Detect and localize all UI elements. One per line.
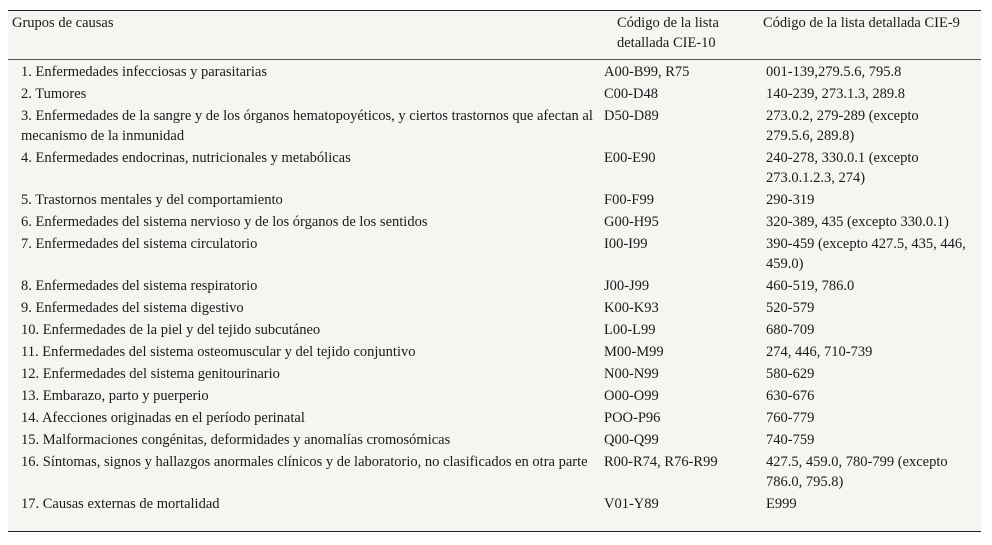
cause-groups-table [8,11,981,514]
cie10-code-cell: POO-P96 [604,410,661,426]
table-row [8,60,981,83]
cie9-code-cell: 760-779 [766,410,815,426]
cie10-code-cell: J00-J99 [604,278,650,294]
table-row [8,428,981,450]
cie9-code-cell: 580-629 [766,366,815,382]
cie9-code-cell: 290-319 [766,192,815,208]
cause-group-cell: 3. Enfermedades de la sangre y de los órganos hematopoyéticos, y ciertos trastornos que afectan al mecanismo de la inmunidad [21,108,593,144]
cause-group-cell: 2. Tumores [21,86,87,102]
cie9-code-cell: 390-459 (excepto 427.5, 435, 446, 459.0) [766,236,966,272]
cause-group-cell: 14. Afecciones originadas en el período perinatal [21,410,305,426]
cause-group-cell: 17. Causas externas de mortalidad [21,496,220,512]
table-row [8,492,981,514]
cause-group-cell: 7. Enfermedades del sistema circulatorio [21,236,258,252]
cause-group-cell: 11. Enfermedades del sistema osteomuscular y del tejido conjuntivo [21,344,416,360]
cie9-code-cell: 460-519, 786.0 [766,278,855,294]
table-row [8,210,981,232]
table-row [8,362,981,384]
cause-group-cell: 16. Síntomas, signos y hallazgos anormales clínicos y de laboratorio, no clasificados en otra parte [21,454,588,470]
cie9-code-cell: 427.5, 459.0, 780-799 (excepto 786.0, 795.8) [766,454,948,490]
cause-group-cell: 1. Enfermedades infecciosas y parasitarias [21,64,267,80]
cie10-code-cell: M00-M99 [604,344,664,360]
table-body [8,60,981,515]
table-row [8,318,981,340]
cause-group-cell: 12. Enfermedades del sistema genitourinario [21,366,280,382]
cause-group-cell: 4. Enfermedades endocrinas, nutricionales y metabólicas [21,150,351,166]
cause-group-cell: 5. Trastornos mentales y del comportamiento [21,192,283,208]
cie10-code-cell: R00-R74, R76-R99 [604,454,718,470]
cause-group-cell: 8. Enfermedades del sistema respiratorio [21,278,258,294]
cie10-code-cell: C00-D48 [604,86,658,102]
table-row [8,232,981,274]
table-row [8,296,981,318]
header-cause-groups: Grupos de causas [8,11,604,60]
cie9-code-cell: 520-579 [766,300,815,316]
cie9-code-cell: E999 [766,496,797,512]
cie9-code-cell: 140-239, 273.1.3, 289.8 [766,86,905,102]
cie10-code-cell: O00-O99 [604,388,659,404]
cie10-code-cell: D50-D89 [604,108,659,124]
table-row [8,104,981,146]
cie9-code-cell: 680-709 [766,322,815,338]
cie9-code-cell: 273.0.2, 279-289 (excepto 279.5.6, 289.8) [766,108,919,144]
table-row [8,384,981,406]
cause-group-cell: 13. Embarazo, parto y puerperio [21,388,209,404]
cie10-code-cell: G00-H95 [604,214,659,230]
table-row [8,188,981,210]
cie10-code-cell: V01-Y89 [604,496,659,512]
cause-group-cell: 10. Enfermedades de la piel y del tejido subcutáneo [21,322,321,338]
cie9-code-cell: 740-759 [766,432,815,448]
cie10-code-cell: Q00-Q99 [604,432,659,448]
cie9-code-cell: 320-389, 435 (excepto 330.0.1) [766,214,949,230]
cie9-code-cell: 630-676 [766,388,815,404]
cie10-code-cell: I00-I99 [604,236,648,252]
table-row [8,274,981,296]
cause-groups-table-container [8,10,981,532]
table-row [8,340,981,362]
table-row [8,82,981,104]
cie10-code-cell: E00-E90 [604,150,656,166]
cie9-code-cell: 001-139,279.5.6, 795.8 [766,64,902,80]
cie10-code-cell: A00-B99, R75 [604,64,690,80]
cie10-code-cell: N00-N99 [604,366,659,382]
table-row [8,450,981,492]
cause-group-cell: 6. Enfermedades del sistema nervioso y de los órganos de los sentidos [21,214,428,230]
table-row [8,406,981,428]
table-header-row [8,11,981,60]
header-cie9-code: Código de la lista detallada CIE-9 [757,11,981,60]
cie9-code-cell: 240-278, 330.0.1 (excepto 273.0.1.2.3, 274) [766,150,919,186]
cie10-code-cell: F00-F99 [604,192,654,208]
cie9-code-cell: 274, 446, 710-739 [766,344,873,360]
cie10-code-cell: L00-L99 [604,322,656,338]
header-cie10-code: Código de la lista detallada CIE-10 [604,11,757,60]
cause-group-cell: 15. Malformaciones congénitas, deformidades y anomalías cromosómicas [21,432,451,448]
cause-group-cell: 9. Enfermedades del sistema digestivo [21,300,244,316]
cie10-code-cell: K00-K93 [604,300,659,316]
table-row [8,146,981,188]
